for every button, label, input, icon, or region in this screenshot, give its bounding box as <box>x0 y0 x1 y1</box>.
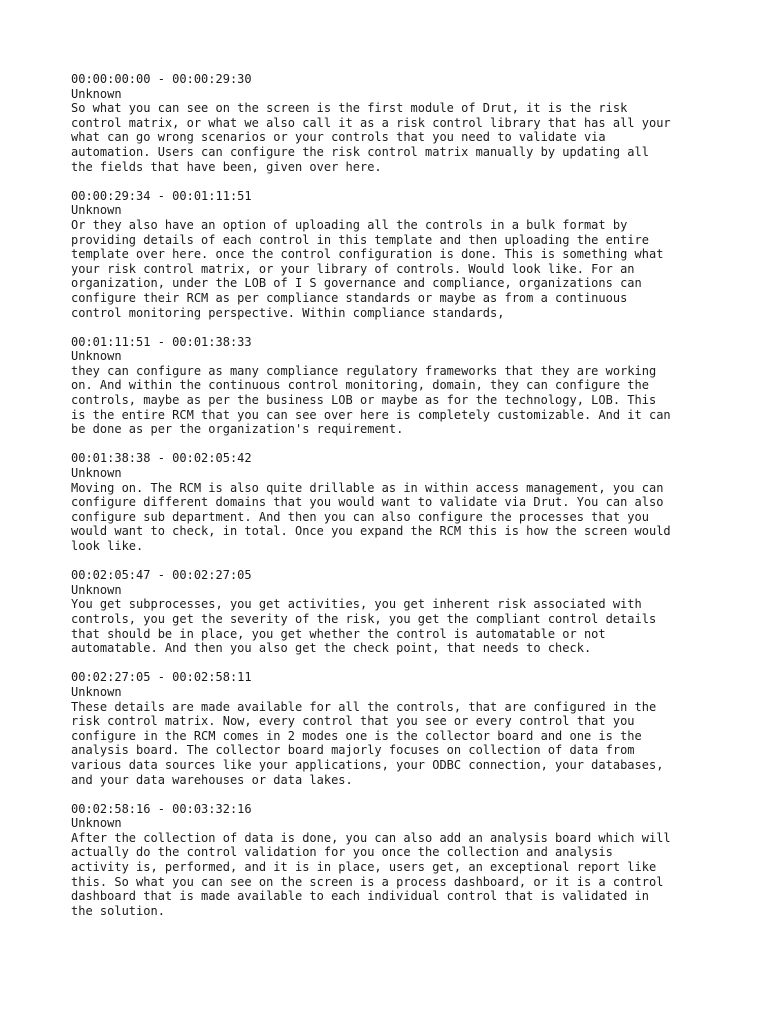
segment-text-line: what can go wrong scenarios or your controls that you need to validate via <box>71 130 606 145</box>
segment-text-line: the fields that have been, given over here. <box>71 159 382 174</box>
segment-text-line: dashboard that is made available to each individual control that is validated in <box>71 889 649 904</box>
segment-speaker: Unknown <box>71 816 122 831</box>
segment-speaker: Unknown <box>71 349 122 364</box>
segment-text-line: be done as per the organization's requirement. <box>71 422 404 437</box>
segment-timestamp: 00:01:11:51 - 00:01:38:33 <box>71 334 252 349</box>
transcript-segment <box>71 189 731 320</box>
segment-text-line: organization, under the LOB of I S governance and compliance, organizations can <box>71 276 642 291</box>
segment-text-line: automatable. And then you also get the check point, that needs to check. <box>71 641 592 656</box>
segment-text-line: template over here. once the control configuration is done. This is something what <box>71 247 664 262</box>
segment-text-line: and your data warehouses or data lakes. <box>71 772 353 787</box>
segment-timestamp: 00:02:58:16 - 00:03:32:16 <box>71 801 252 816</box>
segment-timestamp: 00:02:27:05 - 00:02:58:11 <box>71 670 252 685</box>
segment-text-line: controls, maybe as per the business LOB or maybe as for the technology, LOB. This <box>71 393 657 408</box>
segment-text-line: they can configure as many compliance regulatory frameworks that they are working <box>71 363 657 378</box>
segment-text-line: providing details of each control in this template and then uploading the entire <box>71 232 649 247</box>
segment-text-line: activity is, performed, and it is in place, users get, an exceptional report like <box>71 860 657 875</box>
segment-text-line: Or they also have an option of uploading all the controls in a bulk format by <box>71 217 628 232</box>
transcript-segment <box>71 335 731 437</box>
segment-text-line: control matrix, or what we also call it as a risk control library that has all your <box>71 115 671 130</box>
transcript-segment <box>71 72 731 174</box>
segment-text-line: that should be in place, you get whether the control is automatable or not <box>71 626 606 641</box>
segment-text-line: automation. Users can configure the risk control matrix manually by updating all <box>71 144 649 159</box>
segment-text-line: configure their RCM as per compliance standards or maybe as from a continuous <box>71 290 628 305</box>
segment-text-line: control monitoring perspective. Within compliance standards, <box>71 305 505 320</box>
segment-text-line: So what you can see on the screen is the first module of Drut, it is the risk <box>71 101 628 116</box>
segment-text-line: risk control matrix. Now, every control that you see or every control that you <box>71 714 635 729</box>
segment-text-line: configure in the RCM comes in 2 modes one is the collector board and one is the <box>71 728 642 743</box>
segment-text-line: look like. <box>71 539 144 553</box>
segment-text-line: controls, you get the severity of the risk, you get the compliant control details <box>71 611 657 626</box>
transcript-segment <box>71 802 731 919</box>
segment-text-line: the solution. <box>71 903 165 918</box>
segment-text-line: These details are made available for all the controls, that are configured in the <box>71 699 657 714</box>
segment-speaker: Unknown <box>71 684 122 699</box>
transcript-segment <box>71 670 731 787</box>
segment-text-line: your risk control matrix, or your library of controls. Would look like. For an <box>71 261 635 276</box>
segment-timestamp: 00:00:00:00 - 00:00:29:30 <box>71 72 252 86</box>
segment-text-line: Moving on. The RCM is also quite drillable as in within access management, you can <box>71 480 664 495</box>
segment-timestamp: 00:00:29:34 - 00:01:11:51 <box>71 188 252 203</box>
segment-speaker: Unknown <box>71 86 122 101</box>
segment-text-line: would want to check, in total. Once you expand the RCM this is how the screen would <box>71 524 671 539</box>
segment-text-line: You get subprocesses, you get activities, you get inherent risk associated with <box>71 597 642 612</box>
transcript-segment <box>71 451 731 553</box>
segment-text-line: actually do the control validation for you once the collection and analysis <box>71 845 613 860</box>
segment-text-line: configure different domains that you would want to validate via Drut. You can also <box>71 495 664 510</box>
segment-text-line: configure sub department. And then you can also configure the processes that you <box>71 509 649 524</box>
segment-text-line: After the collection of data is done, you can also add an analysis board which will <box>71 830 671 845</box>
transcript-segment <box>71 568 731 656</box>
segment-timestamp: 00:01:38:38 - 00:02:05:42 <box>71 451 252 466</box>
segment-speaker: Unknown <box>71 466 122 481</box>
segment-text-line: analysis board. The collector board majorly focuses on collection of data from <box>71 743 635 758</box>
segment-text-line: various data sources like your applications, your ODBC connection, your databases, <box>71 757 664 772</box>
segment-timestamp: 00:02:05:47 - 00:02:27:05 <box>71 568 252 583</box>
segment-text-line: on. And within the continuous control monitoring, domain, they can configure the <box>71 378 649 393</box>
segment-speaker: Unknown <box>71 582 122 597</box>
transcript-page <box>71 72 731 933</box>
segment-speaker: Unknown <box>71 203 122 218</box>
segment-text-line: this. So what you can see on the screen is a process dashboard, or it is a control <box>71 874 664 889</box>
segment-text-line: is the entire RCM that you can see over here is completely customizable. And it can <box>71 407 671 422</box>
